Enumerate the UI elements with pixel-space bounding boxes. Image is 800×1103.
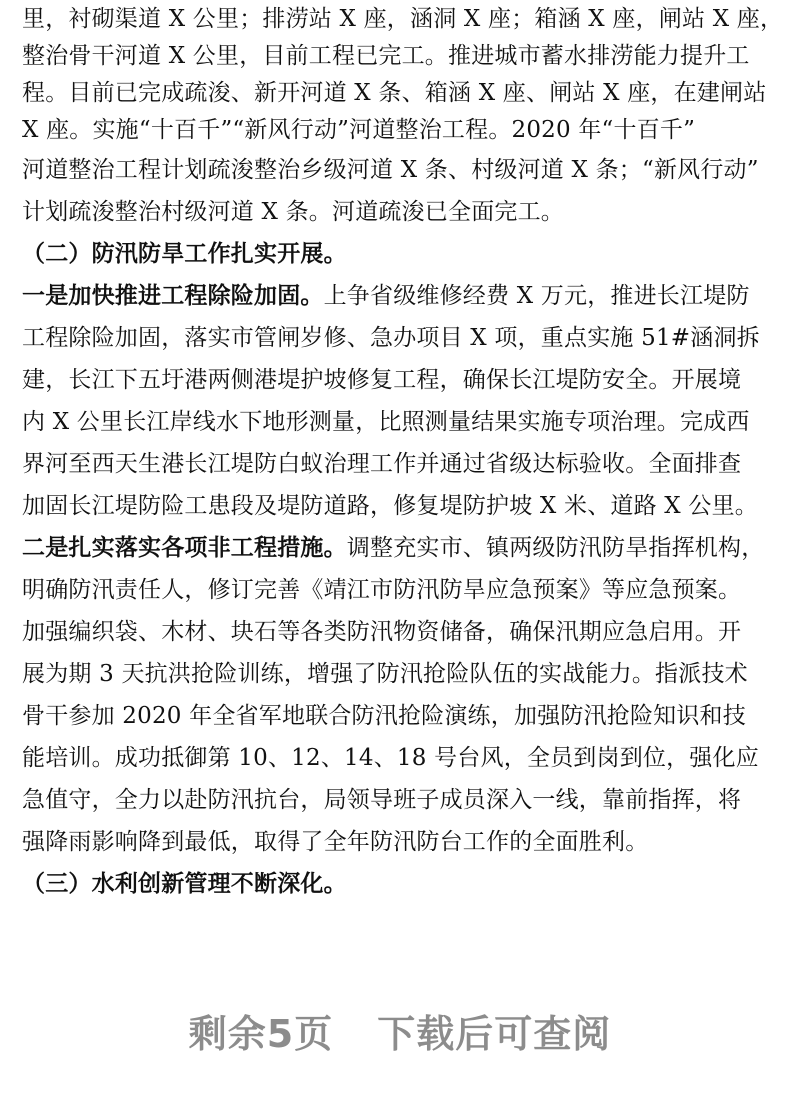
body-line: 程。目前已完成疏浚、新开河道 X 条、箱涵 X 座、闸站 X 座，在建闸站: [22, 80, 767, 106]
body-line: 界河至西天生港长江堤防白蚁治理工作并通过省级达标验收。全面排查: [22, 451, 742, 477]
body-line: 一是加快推进工程除险加固。上争省级维修经费 X 万元，推进长江堤防: [22, 283, 750, 309]
body-line: 里，衬砌渠道 X 公里；排涝站 X 座，涵洞 X 座；箱涵 X 座，闸站 X 座，: [22, 6, 784, 32]
remaining-pages-label: 剩余5页: [188, 1012, 334, 1056]
body-line: 加固长江堤防险工患段及堤防道路，修复堤防护坡 X 米、道路 X 公里。: [22, 493, 758, 519]
body-line: 明确防汛责任人，修订完善《靖江市防汛防旱应急预案》等应急预案。: [22, 577, 742, 603]
body-line: 二是扎实落实各项非工程措施。调整充实市、镇两级防汛防旱指挥机构，: [22, 535, 765, 561]
body-line: 内 X 公里长江岸线水下地形测量，比照测量结果实施专项治理。完成西: [22, 409, 750, 435]
body-line: 工程除险加固，落实市管闸岁修、急办项目 X 项，重点实施 51#涵洞拆: [22, 325, 760, 351]
section-heading: （二）防汛防旱工作扎实开展。: [22, 241, 347, 267]
subsection-lead: 二是扎实落实各项非工程措施。: [22, 535, 347, 561]
download-label: 下载后可查阅: [377, 1012, 612, 1056]
body-line: 急值守，全力以赴防汛抗台，局领导班子成员深入一线，靠前指挥，将: [22, 787, 742, 813]
body-line: 展为期 3 天抗洪抢险训练，增强了防汛抢险队伍的实战能力。指派技术: [22, 661, 748, 687]
section-heading: （三）水利创新管理不断深化。: [22, 871, 347, 897]
body-line: 骨干参加 2020 年全省军地联合防汛抢险演练，加强防汛抢险知识和技: [22, 703, 746, 729]
body-line: X 座。实施“十百千”“新风行动”河道整治工程。2020 年“十百千”: [22, 117, 696, 143]
subsection-lead: 一是加快推进工程除险加固。: [22, 283, 324, 309]
download-banner[interactable]: [0, 1003, 800, 1058]
body-line: 能培训。成功抵御第 10、12、14、18 号台风，全员到岗到位，强化应: [22, 745, 759, 771]
body-line: 计划疏浚整治村级河道 X 条。河道疏浚已全面完工。: [22, 199, 564, 225]
body-line: 整治骨干河道 X 公里，目前工程已完工。推进城市蓄水排涝能力提升工: [22, 43, 750, 69]
body-line: 强降雨影响降到最低，取得了全年防汛防台工作的全面胜利。: [22, 829, 649, 855]
body-line: 加强编织袋、木材、块石等各类防汛物资储备，确保汛期应急启用。开: [22, 619, 742, 645]
body-line: 河道整治工程计划疏浚整治乡级河道 X 条、村级河道 X 条；“新风行动”: [22, 157, 759, 183]
body-line: 建，长江下五圩港两侧港堤护坡修复工程，确保长江堤防安全。开展境: [22, 367, 742, 393]
